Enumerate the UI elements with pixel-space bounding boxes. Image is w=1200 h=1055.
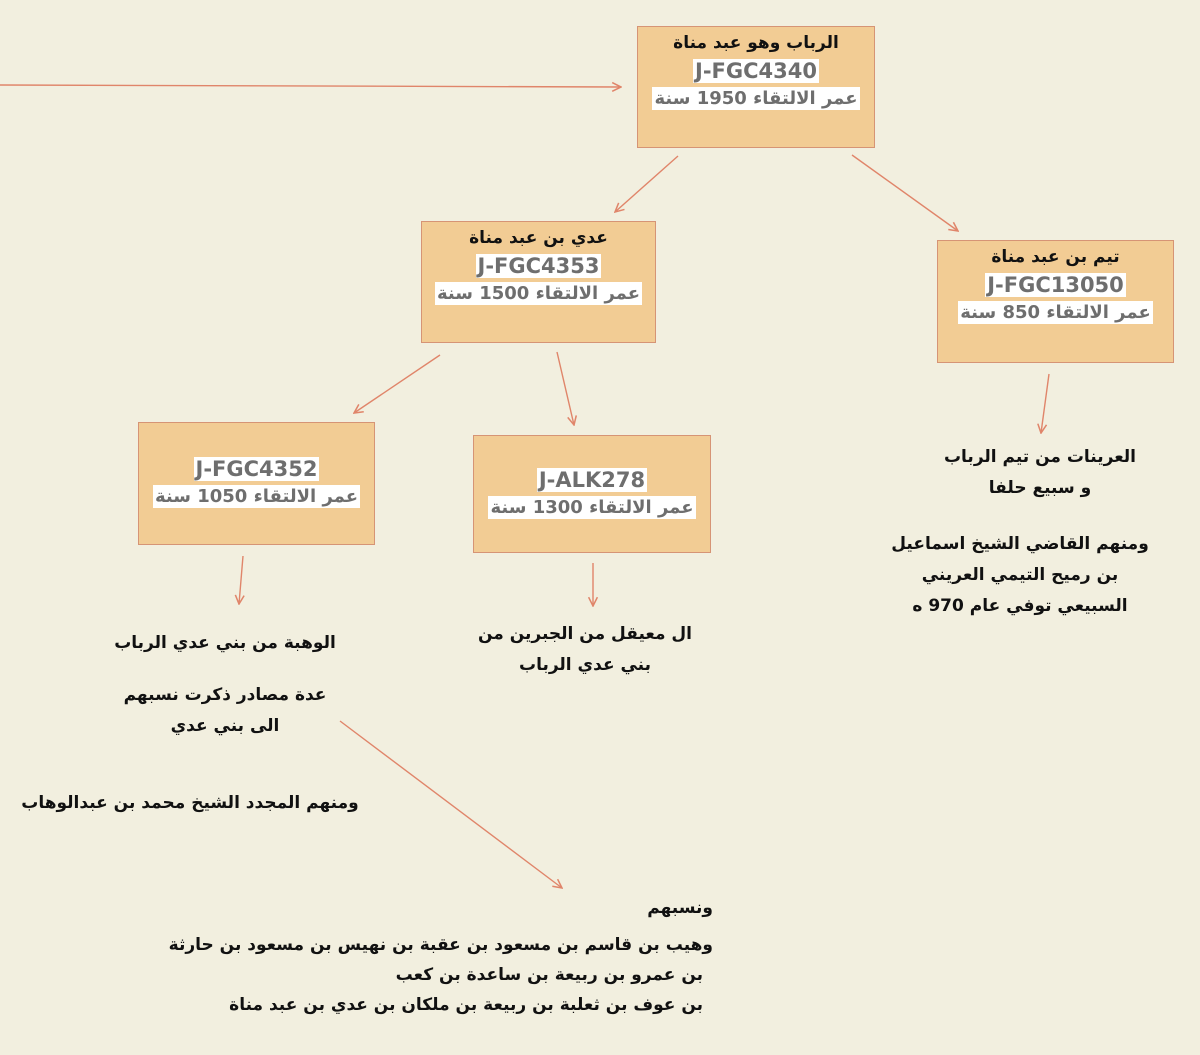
node-fgc4352 xyxy=(138,422,375,545)
node-taym-code: J-FGC13050 xyxy=(987,273,1124,297)
note-lineage-line1: وهيب بن قاسم بن مسعود بن عقبة بن نهيس بن مسعود بن حارثة xyxy=(168,935,713,955)
note-lineage-line3: بن عوف بن ثعلبة بن ربيعة بن ملكان بن عدي بن عبد مناة xyxy=(229,995,703,1015)
node-taym-age: عمر الالتقاء 850 سنة xyxy=(960,302,1151,323)
node-alk278-age: عمر الالتقاء 1300 سنة xyxy=(490,497,694,518)
connector-root-adi xyxy=(615,156,678,212)
node-root-title: الرباب وهو عبد مناة xyxy=(673,33,839,53)
note-urainat-line2: و سبيع حلفا xyxy=(988,478,1092,498)
node-alk278 xyxy=(473,435,711,553)
note-urainat-line5: السبيعي توفي عام 970 ه xyxy=(912,596,1128,616)
note-urainat-line3: ومنهم القاضي الشيخ اسماعيل xyxy=(891,534,1149,554)
connector-adi-alk278 xyxy=(557,352,574,425)
note-muaiqil-line2: بني عدي الرباب xyxy=(518,655,651,675)
connector-wahba-lineage xyxy=(340,721,562,888)
note-urainat-line4: بن رميح التيمي العريني xyxy=(921,565,1119,585)
connector-fgc4352-wahba xyxy=(239,556,243,604)
node-taym-title: تيم بن عبد مناة xyxy=(991,247,1120,267)
note-wahba-line1: الوهبة من بني عدي الرباب xyxy=(114,633,336,653)
note-urainat-line1: العرينات من تيم الرباب xyxy=(943,447,1137,467)
node-alk278-code: J-ALK278 xyxy=(538,468,646,492)
node-taym xyxy=(937,240,1174,363)
connector-taym-urainat xyxy=(1041,374,1049,433)
node-adi-title: عدي بن عبد مناة xyxy=(469,228,608,248)
node-root xyxy=(637,26,875,148)
connector-root-taym xyxy=(852,155,958,231)
node-root-code: J-FGC4340 xyxy=(695,59,817,83)
connector-adi-fgc4352 xyxy=(354,355,440,413)
note-wahba-line2: عدة مصادر ذكرت نسبهم xyxy=(123,685,327,705)
node-fgc4352-age: عمر الالتقاء 1050 سنة xyxy=(154,486,359,507)
note-muaiqil-line1: ال معيقل من الجبرين من xyxy=(477,624,693,644)
note-lineage-heading: ونسبهم xyxy=(647,898,713,918)
note-lineage-line2: بن عمرو بن ربيعة بن ساعدة بن كعب xyxy=(395,965,703,985)
node-adi xyxy=(421,221,656,343)
node-root-age: عمر الالتقاء 1950 سنة xyxy=(654,88,858,109)
note-wahba-line4: ومنهم المجدد الشيخ محمد بن عبدالوهاب xyxy=(21,793,359,813)
connector-incoming-root xyxy=(0,85,621,87)
note-wahba-line3: الى بني عدي xyxy=(170,716,280,736)
node-fgc4352-code: J-FGC4352 xyxy=(195,457,318,481)
node-adi-code: J-FGC4353 xyxy=(477,254,600,278)
node-adi-age: عمر الالتقاء 1500 سنة xyxy=(436,283,641,304)
